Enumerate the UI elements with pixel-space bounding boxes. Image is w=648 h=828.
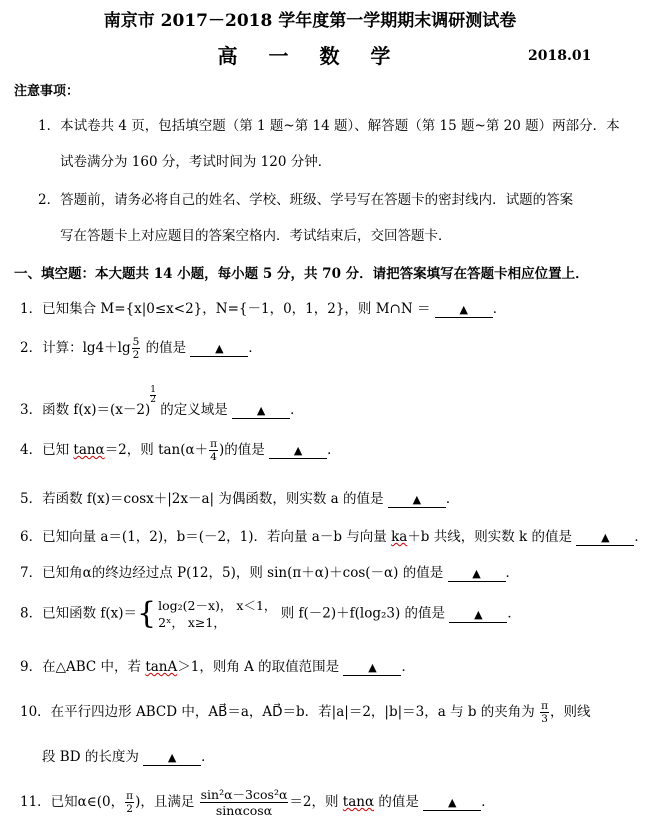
notice-item-1-cont: 试卷满分为 160 分，考试时间为 120 分钟． — [60, 154, 332, 170]
question-2-text: 2．计算：lg4＋lg — [20, 340, 131, 356]
answer-blank — [576, 530, 634, 546]
answer-blank — [448, 566, 506, 582]
answer-blank — [343, 660, 401, 676]
question-11: 11．已知α∈(0， $\frac{\pi}{2}$ )，且满足 $\frac{\text{sin²α－3cos²α}}{\sin\alpha\cos\alpha}$ ＝2，则 tanα 的值是 ▲ ． — [20, 787, 495, 818]
question-7-text: 7．已知角α的终边经过点 P(12，5)，则 sin(π＋α)＋cos(－α) 的值是 — [20, 565, 444, 581]
notice-heading: 注意事项： — [14, 84, 80, 99]
fraction: $\frac{5}{2}$ — [132, 336, 140, 361]
answer-blank — [232, 403, 290, 419]
answer-blank — [423, 795, 481, 811]
section-heading: 一、填空题：本大题共 14 小题，每小题 5 分，共 70 分．请把答案填写在答题卡相应位置上． — [14, 266, 589, 282]
triangle-icon: ▲ — [459, 303, 468, 316]
triangle-icon: ▲ — [215, 342, 224, 355]
question-8: 8．已知函数 f(x)＝{ log₂(2－x)， x＜1， 2ˣ， x≥1， 则 f(－2)＋f(log₂3) 的值是 ▲ ． — [20, 596, 521, 631]
triangle-icon: ▲ — [368, 661, 377, 674]
triangle-icon: ▲ — [601, 531, 610, 544]
notice-item-1: 1．本试卷共 4 页，包括填空题（第 1 题~第 14 题）、解答题（第 15 题~第 20 题）两部分．本 — [38, 118, 620, 134]
tan-alpha: tanα — [342, 794, 375, 810]
question-10-cont: 段 BD 的长度为 ▲ ． — [42, 749, 215, 765]
question-5-text: 5．若函数 f(x)＝cosx＋|2x－a| 为偶函数，则实数 a 的值是 — [20, 491, 384, 507]
fraction: $\frac{\text{sin²α－3cos²α}}{\sin\alpha\cos\alpha}$ — [200, 787, 288, 818]
tan-a: tanA — [145, 659, 178, 675]
triangle-icon: ▲ — [256, 404, 266, 417]
fraction: $\frac{\pi}{2}$ — [126, 790, 134, 815]
exam-subtitle: 高 一 数 学 — [217, 44, 403, 68]
fraction: $\frac{\pi}{4}$ — [210, 438, 218, 463]
answer-blank — [190, 341, 248, 357]
answer-blank — [269, 443, 327, 459]
triangle-icon: ▲ — [447, 796, 457, 809]
question-4: 4．已知 tanα＝2，则 tan(α＋ $\frac{\pi}{4}$ )的值是 ▲ ． — [20, 438, 341, 463]
piecewise: log₂(2－x)， x＜1， 2ˣ， x≥1， — [158, 598, 277, 630]
question-7: 7．已知角α的终边经过点 P(12，5)，则 sin(π＋α)＋cos(－α) 的值是 ▲ ． — [20, 565, 519, 581]
triangle-icon: ▲ — [412, 493, 422, 506]
question-5: 5．若函数 f(x)＝cosx＋|2x－a| 为偶函数，则实数 a 的值是 ▲ ． — [20, 491, 460, 507]
question-9: 9．在△ABC 中，若 tanA＞1，则角 A 的取值范围是 ▲ ． — [20, 659, 415, 675]
notice-item-2: 2．答题前，请务必将自己的姓名、学校、班级、学号写在答题卡的密封线内．试题的答案 — [38, 192, 574, 208]
answer-blank — [143, 750, 201, 766]
notice-item-2-cont: 写在答题卡上对应题目的答案空格内．考试结束后，交回答题卡． — [60, 228, 452, 244]
question-1-text: 1．已知集合 M={x|0≤x<2}，N={－1，0，1，2}，则 M∩N ＝ — [20, 301, 431, 317]
answer-blank — [388, 492, 446, 508]
question-3-text: 3．函数 f(x)＝(x－2) — [20, 402, 151, 418]
exam-date: 2018.01 — [528, 48, 592, 64]
ka: ka — [391, 529, 408, 545]
question-10: 10．在平行四边形 ABCD 中，AB⃗＝a，AD⃗＝b．若|a|＝2，|b|＝3，a 与 b 的夹角为 $\frac{\pi}{3}$ ，则线 — [20, 700, 591, 725]
triangle-icon: ▲ — [474, 607, 483, 621]
triangle-icon: ▲ — [293, 444, 303, 457]
left-brace-icon: { — [137, 596, 157, 631]
answer-blank — [449, 607, 507, 623]
question-3: 3．函数 f(x)＝(x－2) $\frac{1}{2}$ 的定义域是 ▲ ． — [20, 385, 304, 418]
fraction: $\frac{\pi}{3}$ — [541, 700, 549, 725]
triangle-icon: ▲ — [472, 567, 481, 580]
answer-blank — [435, 302, 493, 318]
exam-title: 南京市 2017－2018 学年度第一学期期末调研测试卷 — [103, 11, 517, 31]
question-6: 6．已知向量 a＝(1，2)，b＝(－2，1)．若向量 a－b 与向量 ka＋b 共线，则实数 k 的值是 ▲ ． — [20, 529, 648, 545]
exponent-fraction: $\frac{1}{2}$ — [150, 385, 156, 405]
triangle-icon: ▲ — [167, 751, 177, 764]
tan-alpha: tanα — [73, 442, 105, 458]
question-2: 2．计算：lg4＋lg $\frac{5}{2}$ 的值是 ▲ ． — [20, 336, 262, 361]
question-1: 1．已知集合 M={x|0≤x<2}，N={－1，0，1，2}，则 M∩N ＝ ▲ ． — [20, 301, 507, 317]
